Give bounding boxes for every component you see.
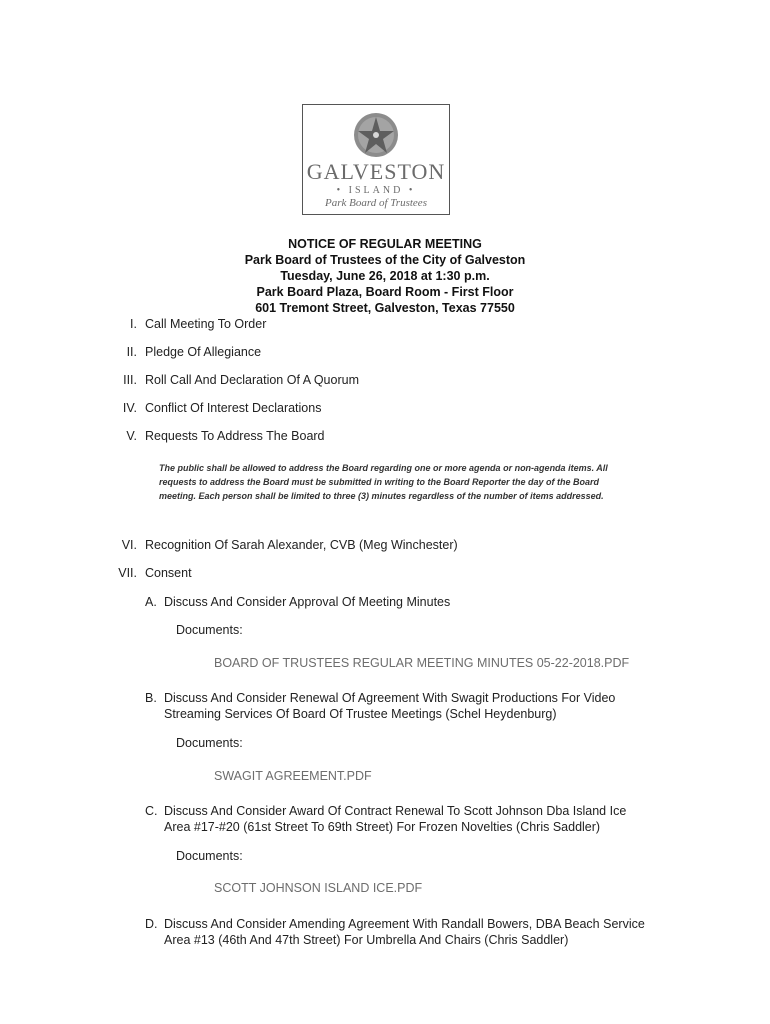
header-line: NOTICE OF REGULAR MEETING [288, 237, 482, 251]
meeting-header [0, 236, 770, 316]
document-link[interactable]: SWAGIT AGREEMENT.PDF [214, 769, 372, 783]
consent-letter: B. [145, 691, 157, 705]
consent-text: Discuss And Consider Amending Agreement With Randall Bowers, DBA Beach Service [164, 917, 645, 931]
header-line: 601 Tremont Street, Galveston, Texas 77550 [255, 301, 515, 315]
agenda-number: VI. [121, 538, 137, 552]
consent-text: Discuss And Consider Award Of Contract Renewal To Scott Johnson Dba Island Ice [164, 804, 627, 818]
header-line: Tuesday, June 26, 2018 at 1:30 p.m. [280, 269, 490, 283]
documents-label: Documents: [176, 849, 243, 863]
logo-tagline: Park Board of Trustees [325, 197, 427, 209]
agenda-text: Call Meeting To Order [145, 317, 267, 331]
agenda-text: Consent [145, 566, 192, 580]
agenda-text: Pledge Of Allegiance [145, 345, 262, 359]
consent-text: Streaming Services Of Board Of Trustee Meetings (Schel Heydenburg) [164, 707, 557, 721]
agenda-text: Roll Call And Declaration Of A Quorum [145, 373, 359, 387]
consent-letter: D. [145, 917, 158, 931]
document-link[interactable]: SCOTT JOHNSON ISLAND ICE.PDF [214, 881, 423, 895]
note-line: The public shall be allowed to address the Board regarding one or more agenda or non-agenda items. All [159, 463, 608, 473]
agenda-text: Recognition Of Sarah Alexander, CVB (Meg Winchester) [145, 538, 458, 552]
note-line: requests to address the Board must be submitted in writing to the Board Reporter the day of the Board [159, 477, 600, 487]
consent-text: Discuss And Consider Approval Of Meeting Minutes [164, 595, 451, 609]
documents-label: Documents: [176, 736, 243, 750]
header-line: Park Board of Trustees of the City of Galveston [244, 253, 526, 267]
consent-text: Area #17-#20 (61st Street To 69th Street) For Frozen Novelties (Chris Saddler) [164, 820, 601, 834]
sand-dollar-icon [352, 111, 400, 159]
agenda-number: I. [130, 317, 137, 331]
agenda-number: V. [126, 429, 137, 443]
documents-label: Documents: [176, 623, 243, 637]
document-link[interactable]: BOARD OF TRUSTEES REGULAR MEETING MINUTES 05-22-2018.PDF [214, 656, 630, 670]
consent-text: Discuss And Consider Renewal Of Agreement With Swagit Productions For Video [164, 691, 616, 705]
agenda-text: Requests To Address The Board [145, 429, 325, 443]
agenda-number: III. [123, 373, 137, 387]
consent-text: Area #13 (46th And 47th Street) For Umbrella And Chairs (Chris Saddler) [164, 933, 569, 947]
note-line: meeting. Each person shall be limited to three (3) minutes regardless of the number of items addressed. [159, 491, 604, 501]
consent-letter: C. [145, 804, 158, 818]
agenda-number: IV. [122, 401, 137, 415]
agenda-number: VII. [118, 566, 137, 580]
logo [302, 104, 450, 215]
logo-subtitle: • ISLAND • [336, 185, 416, 196]
public-comment-note [159, 461, 659, 503]
agenda-text: Conflict Of Interest Declarations [145, 401, 322, 415]
consent-letter: A. [145, 595, 157, 609]
logo-brand: GALVESTON [306, 159, 446, 184]
agenda-number: II. [126, 345, 137, 359]
header-line: Park Board Plaza, Board Room - First Floor [256, 285, 514, 299]
